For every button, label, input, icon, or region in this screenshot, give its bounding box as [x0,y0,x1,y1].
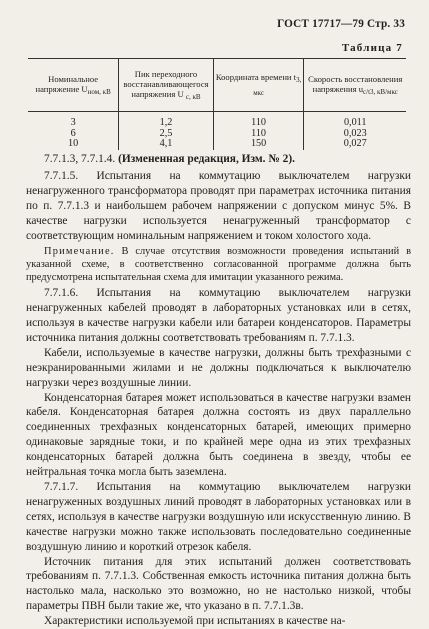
data-table [28,58,406,150]
table-title: Таблица 7 [341,42,403,54]
paragraph-amended: 7.7.1.3, 7.7.1.4. (Измененная редакция, Изм. № 2). [44,153,296,165]
column-header-rate-of-rise: Скорость восстановления напряжения $u_{c/t3, кВ/мкс}$ [304,59,406,112]
table-cell: 110 [213,129,304,140]
table-row [28,139,406,150]
table-cell: 150 [213,139,304,150]
paragraph-7-7-1-5: 7.7.1.5. Испытания на коммутацию выключателем нагрузки ненагруженного трансформатора проводят при параметрах источника питания по п. 7.7.1.3 и наибольшем рабочем напряжении с допуском минус 5%. В качестве нагрузки используется ненагруженный трансформатор с соответствующим номинальным напряжением и током холостого хода. [26,169,411,242]
table-cell: 1,2 [119,112,214,129]
note-paragraph [26,246,411,284]
table-cell: 0,027 [304,139,406,150]
note-label: Примечание. [44,246,115,258]
paragraph-7-7-1-7: 7.7.1.7. Испытания на коммутацию выключателем нагрузки ненагруженных воздушных линий проводят в лабораторных установках или в сетях, используя в качестве нагрузки воздушную или искусственную линию. В качестве нагрузки можно также использовать последовательно соединенные воздушную линию и короткий отрезок кабеля. [26,481,411,553]
table-cell: 0,023 [304,129,406,140]
amendment-note: (Измененная редакция, Изм. № 2). [118,153,296,165]
table-cell: 10 [68,138,79,149]
column-header-time-coordinate: Координата времени $t_{3, мкс}$ [213,59,304,112]
paragraph-7-7-1-6: 7.7.1.6. Испытания на коммутацию выключателем нагрузки ненагруженных кабелей проводят в лабораторных установках или в сетях, используя в качестве нагрузки кабели или батареи конденсаторов. Параметры источника питания должны соответствовать требованиям п. 7.7.1.3. [26,287,411,344]
body-text [26,152,411,629]
column-header-peak-voltage: Пик переходного восстанавливающегося напряжения U $_{c, кВ}$ [119,59,214,112]
paragraph-characteristics: Характеристики используемой при испытаниях в качестве на- [44,615,346,628]
note-text: В случае отсутствия возможности проведения испытаний в указанной схеме, в соответственно согласованной программе должна быть предусмотрена испытательная схема для имитации указанного режима. [26,246,411,283]
table-cell: 110 [213,112,304,129]
paragraph-cables: Кабели, используемые в качестве нагрузки, должны быть трехфазными с неэкранированными жилами и не должны подключаться к выключателю нагрузки через воздушные линии. [26,346,411,389]
table-row [28,112,406,129]
paragraph-power-source: Источник питания для этих испытаний должен соответствовать требованиям п. 7.7.1.3. Собственная емкость источника питания должна быть настолько мала, насколько это возможно, но не настолько низкой, чтобы параметры ПВН были такие же, что указано в п. 7.7.1.3в. [26,555,411,613]
table-cell: 2,5 [119,129,214,140]
page-header: ГОСТ 17717—79 Стр. 33 [277,18,405,30]
table-cell: 3 [70,117,76,128]
table-cell: 0,011 [304,112,406,129]
table-cell: 4,1 [119,139,214,150]
paragraph-capacitor-bank: Конденсаторная батарея может использоваться в качестве нагрузки взамен кабеля. Конденсаторная батарея должна состоять из двух параллельно соединенных трехфазных конденсаторных батарей, имеющих примерно одинаковые зарядные токи, и по крайней мере одна из этих трехфазных конденсаторных батарей должна быть соединена в звезду, чтобы ее нейтральная точка могла быть заземлена. [26,391,411,479]
table-header-row [28,59,406,112]
column-header-rated-voltage: Номинальное напряжение $U_{ном, кВ}$ [28,59,119,112]
table-cell: 6 [70,127,76,139]
